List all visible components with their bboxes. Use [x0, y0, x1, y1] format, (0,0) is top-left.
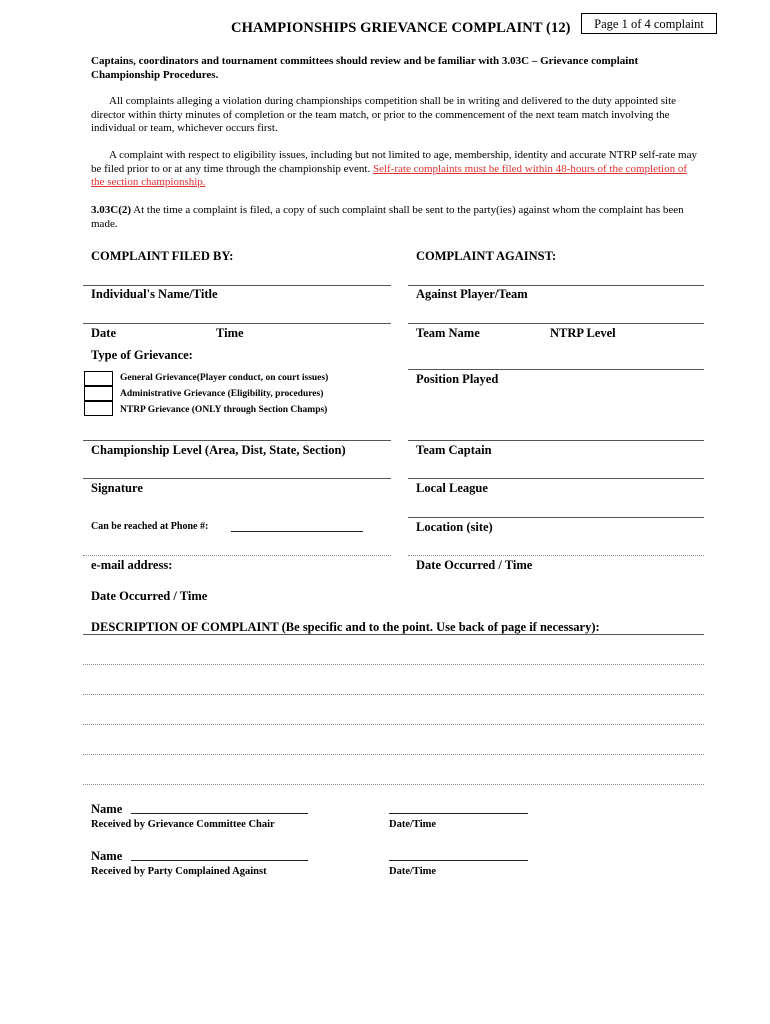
against-player-label[interactable]: Against Player/Team [416, 287, 528, 301]
chair-name-label: Name [91, 802, 123, 816]
copy-rule-paragraph [91, 204, 703, 231]
email-label[interactable]: e-mail address: [91, 558, 173, 572]
line-above-location [408, 517, 704, 518]
eligibility-paragraph [91, 149, 703, 190]
rule-reference: 3.03C(2) [91, 204, 132, 216]
chair-name-line[interactable] [131, 813, 308, 814]
line-above-championship [83, 440, 391, 441]
line-above-position [408, 369, 704, 370]
time-label[interactable]: Time [216, 326, 244, 340]
chair-datetime-line[interactable] [389, 813, 528, 814]
description-line-3[interactable] [83, 694, 704, 695]
party-name-line[interactable] [131, 860, 308, 861]
description-line-5[interactable] [83, 754, 704, 755]
chair-datetime-label: Date/Time [389, 819, 437, 830]
description-line-4[interactable] [83, 724, 704, 725]
description-line-6[interactable] [83, 784, 704, 785]
description-heading: DESCRIPTION OF COMPLAINT (Be specific and to the point. Use back of page if necessary): [91, 620, 600, 634]
form-title: CHAMPIONSHIPS GRIEVANCE COMPLAINT (12) [231, 20, 571, 36]
general-grievance-label: General Grievance(Player conduct, on court issues) [120, 373, 329, 383]
line-above-right-date [408, 555, 704, 556]
position-played-label[interactable]: Position Played [416, 372, 499, 386]
location-label[interactable]: Location (site) [416, 520, 493, 534]
self-rate-deadline-text: Self-rate complaints must be filed within 48-hours of the completion of the section championship. [91, 162, 688, 189]
description-line-1[interactable] [83, 634, 704, 635]
line-above-name [83, 285, 391, 286]
line-above-date [83, 323, 391, 324]
line-above-team-name [408, 323, 704, 324]
line-above-local-league [408, 478, 704, 479]
against-heading: COMPLAINT AGAINST: [416, 249, 557, 263]
party-name-label: Name [91, 849, 123, 863]
eligibility-text: A complaint with respect to eligibility issues, including but not limited to age, membership, identity and accurate NTRP self-rate may be filed prior to or at any time through the championship event. [91, 149, 697, 175]
general-grievance-checkbox[interactable] [84, 371, 113, 386]
phone-input-line[interactable] [231, 531, 363, 532]
filed-by-heading: COMPLAINT FILED BY: [91, 249, 234, 263]
team-captain-label[interactable]: Team Captain [416, 443, 492, 457]
right-date-occurred-label[interactable]: Date Occurred / Time [416, 558, 533, 572]
line-above-email [83, 555, 391, 556]
grievance-type-label: Type of Grievance: [91, 348, 193, 362]
phone-label: Can be reached at Phone #: [91, 521, 209, 532]
description-line-2[interactable] [83, 664, 704, 665]
date-label[interactable]: Date [91, 326, 116, 340]
local-league-label[interactable]: Local League [416, 481, 488, 495]
ntrp-grievance-checkbox[interactable] [84, 401, 113, 416]
line-above-signature [83, 478, 391, 479]
ntrp-level-label[interactable]: NTRP Level [550, 326, 616, 340]
review-notice: Captains, coordinators and tournament committees should review and be familiar with 3.03C – Grievance complaint Championship Procedures. [91, 55, 639, 81]
received-chair-label: Received by Grievance Committee Chair [91, 819, 275, 830]
copy-rule-text: At the time a complaint is filed, a copy of such complaint shall be sent to the party(ies) against whom the complaint has been made. [91, 204, 684, 230]
party-datetime-line[interactable] [389, 860, 528, 861]
individual-name-label[interactable]: Individual's Name/Title [91, 287, 218, 301]
administrative-grievance-checkbox[interactable] [84, 386, 113, 401]
championship-level-label[interactable]: Championship Level (Area, Dist, State, Section) [91, 443, 346, 457]
administrative-grievance-label: Administrative Grievance (Eligibility, procedures) [120, 389, 324, 399]
signature-label[interactable]: Signature [91, 481, 143, 495]
page-number-box: Page 1 of 4 complaint [581, 13, 717, 34]
line-above-team-captain [408, 440, 704, 441]
line-above-against-player [408, 285, 704, 286]
team-name-label[interactable]: Team Name [416, 326, 480, 340]
timing-paragraph: All complaints alleging a violation during championships competition shall be in writing and delivered to the duty appointed site director within thirty minutes of completion or the team match, or prior to the commencement of the next team match involving the individual or team, whichever occurs first. [91, 95, 677, 135]
ntrp-grievance-label: NTRP Grievance (ONLY through Section Champs) [120, 405, 328, 415]
party-datetime-label: Date/Time [389, 866, 437, 877]
received-party-label: Received by Party Complained Against [91, 866, 267, 877]
left-date-occurred-label[interactable]: Date Occurred / Time [91, 589, 208, 603]
